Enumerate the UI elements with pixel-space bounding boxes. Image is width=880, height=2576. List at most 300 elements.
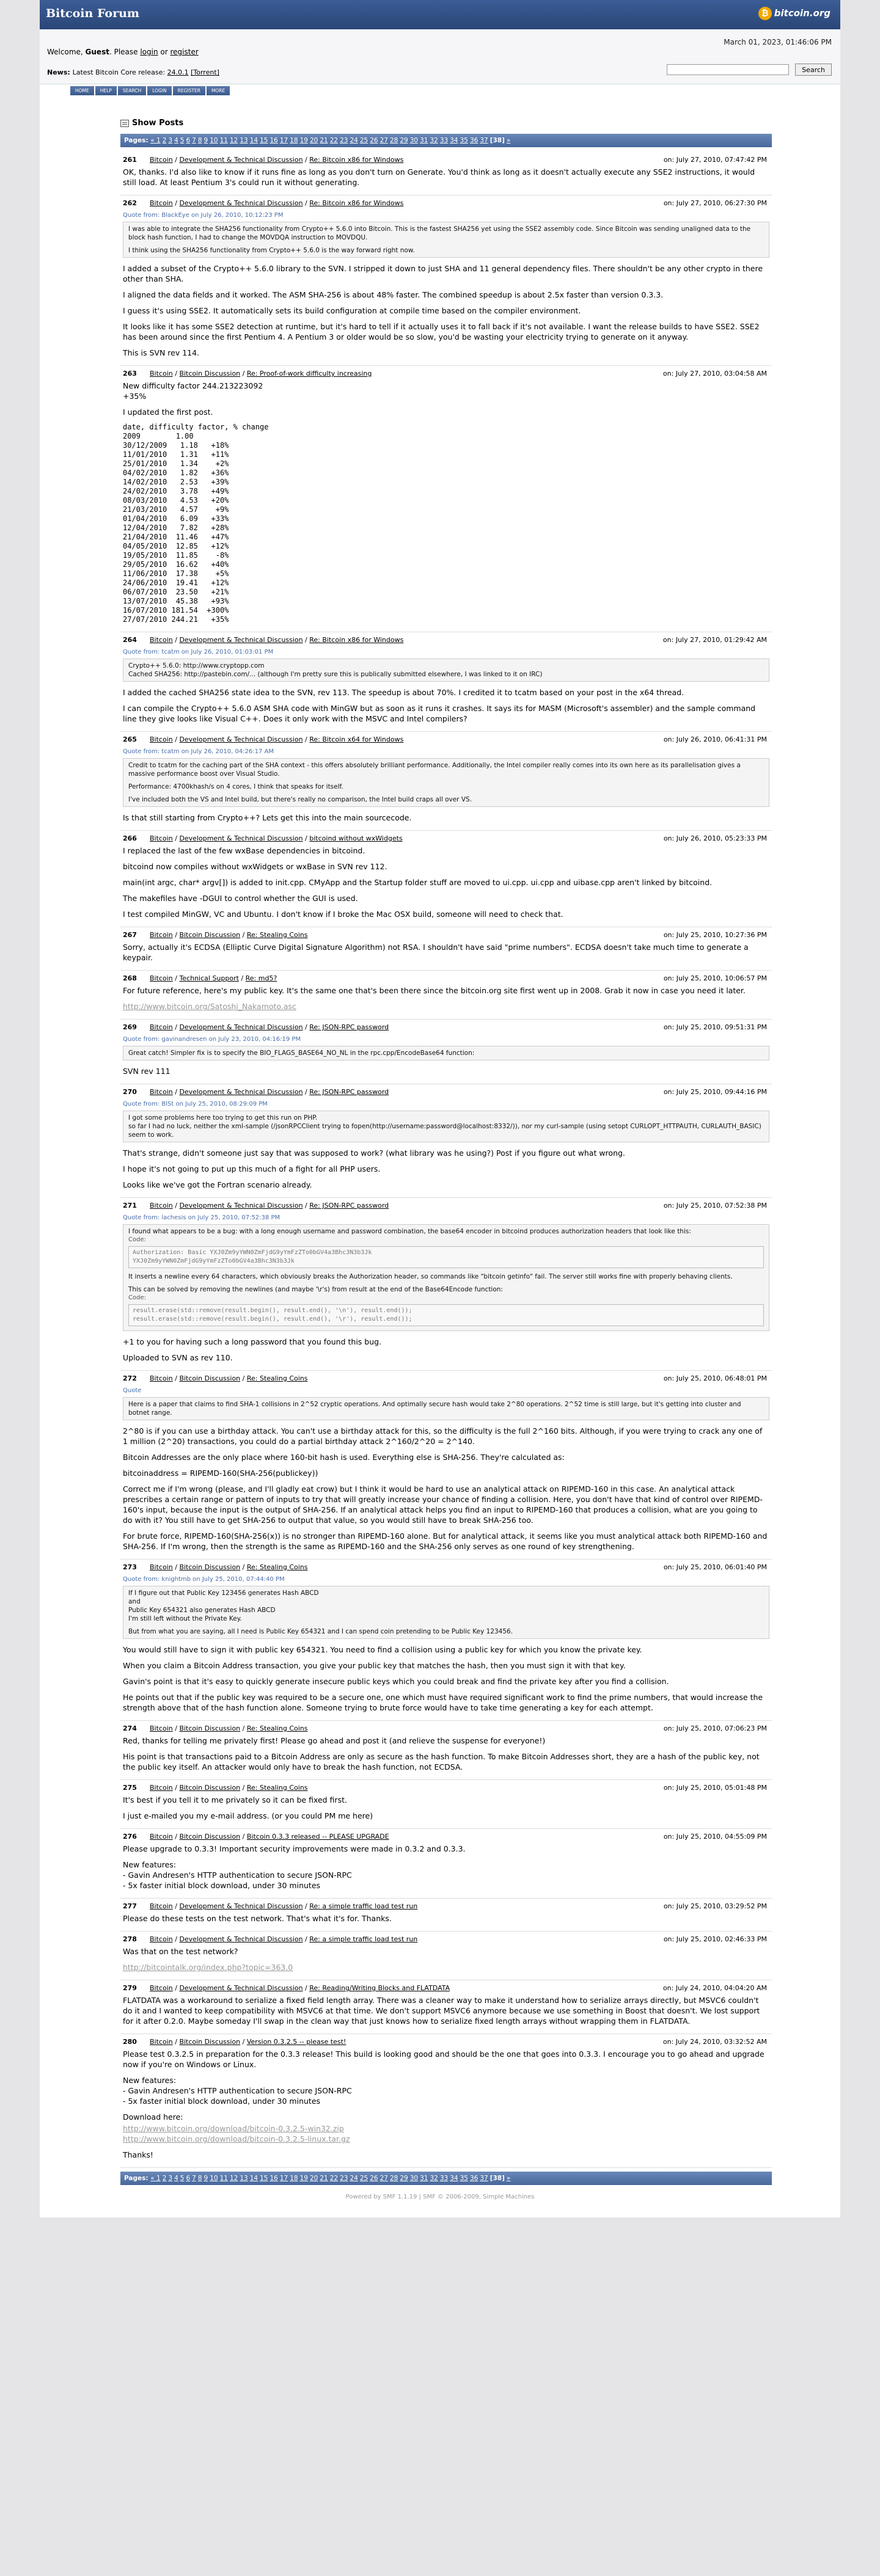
breadcrumb-link[interactable]: Development & Technical Discussion bbox=[179, 1088, 303, 1096]
post-paragraph: New features: - Gavin Andresen's HTTP authentication to secure JSON-RPC - 5x faster initial block download, under 30 minutes bbox=[123, 2076, 352, 2106]
quote-text: Great catch! Simpler fix is to specify the BIO_FLAGS_BASE64_NO_NL in the rpc.cpp/EncodeBase64 function: bbox=[128, 1049, 475, 1057]
breadcrumb-link[interactable]: Bitcoin Discussion bbox=[179, 1724, 241, 1732]
breadcrumb-link[interactable]: Bitcoin bbox=[150, 636, 173, 644]
post-header bbox=[123, 370, 769, 378]
breadcrumb-link[interactable]: Development & Technical Discussion bbox=[179, 156, 303, 164]
page-link[interactable]: 14 bbox=[249, 2175, 258, 2182]
post-paragraph: I test compiled MinGW, VC and Ubuntu. I don't know if I broke the Mac OSX build, someone will need to check that. bbox=[123, 910, 563, 919]
post-link[interactable]: http://bitcointalk.org/index.php?topic=363.0 bbox=[123, 1963, 293, 1972]
quote-text: I was able to integrate the SHA256 functionality from Crypto++ 5.6.0 into Bitcoin. This is the fastest SHA256 yet using the SSE2 assembly code. Since Bitcoin was sending unaligned data to the block hash function, I had to change the MOVDQA instruction to MOVDQU. bbox=[128, 225, 751, 241]
breadcrumb-link[interactable]: Re: JSON-RPC password bbox=[309, 1202, 389, 1210]
breadcrumb-link[interactable]: bitcoind without wxWidgets bbox=[309, 834, 403, 842]
post-header bbox=[123, 1984, 769, 1993]
post bbox=[120, 732, 772, 831]
quote-block bbox=[123, 758, 769, 807]
post-header bbox=[123, 1563, 769, 1572]
menu-item[interactable]: REGISTER bbox=[173, 86, 205, 95]
post-paragraph: I added a subset of the Crypto++ 5.6.0 library to the SVN. I stripped it down to just SHA and 11 general dependency files. There shouldn't be any other crypto in there other than SHA. bbox=[123, 264, 763, 283]
page-link[interactable]: « 1 bbox=[150, 137, 161, 144]
quote-text: I think using the SHA256 functionality from Crypto++ 5.6.0 is the way forward right now. bbox=[128, 247, 415, 254]
post-number: 272 bbox=[123, 1374, 137, 1382]
breadcrumb-link[interactable]: Re: Stealing Coins bbox=[246, 1374, 308, 1382]
post-header bbox=[123, 1724, 769, 1733]
post-date: on: July 26, 2010, 05:23:33 PM bbox=[663, 834, 767, 842]
post-link-row bbox=[123, 1001, 769, 1012]
page-link[interactable]: 10 bbox=[210, 2175, 218, 2182]
breadcrumb-link[interactable]: Bitcoin Discussion bbox=[179, 1784, 241, 1792]
news-bar: News: Latest Bitcoin Core release: 24.0.1 [Torrent] bbox=[47, 68, 219, 76]
bitcoin-icon: ₿ bbox=[758, 7, 772, 20]
breadcrumb-link[interactable]: Re: Bitcoin x86 for Windows bbox=[309, 199, 404, 207]
quote-header[interactable]: Quote from: BlSt on July 25, 2010, 08:29:09 PM bbox=[123, 1101, 268, 1107]
page-link[interactable]: 24 bbox=[350, 2175, 358, 2182]
post-header bbox=[123, 636, 769, 644]
breadcrumb-link[interactable]: Re: a simple traffic load test run bbox=[309, 1935, 418, 1943]
post-date: on: July 24, 2010, 04:04:20 AM bbox=[662, 1984, 767, 1992]
page-link[interactable]: 12 bbox=[229, 137, 238, 144]
page-link[interactable]: [38] bbox=[490, 137, 505, 144]
login-link[interactable]: login bbox=[140, 48, 158, 56]
page-link[interactable]: 8 bbox=[197, 137, 202, 144]
quote-header[interactable]: Quote bbox=[123, 1387, 142, 1394]
page-link[interactable]: 18 bbox=[290, 2175, 298, 2182]
page-link[interactable]: 11 bbox=[219, 2175, 228, 2182]
breadcrumb-link[interactable]: Re: a simple traffic load test run bbox=[309, 1902, 418, 1910]
post-body bbox=[123, 647, 769, 724]
page-link[interactable]: 37 bbox=[480, 137, 488, 144]
search-input[interactable] bbox=[667, 64, 789, 75]
page-link[interactable]: 19 bbox=[299, 137, 308, 144]
post-paragraph: That's strange, didn't someone just say that was supposed to work? (what library was he using?) Post if you figure out what wrong. bbox=[123, 1148, 625, 1158]
post-link[interactable]: http://www.bitcoin.org/Satoshi_Nakamoto.asc bbox=[123, 1002, 296, 1011]
download-link[interactable]: http://www.bitcoin.org/download/bitcoin-0.3.2.5-win32.zip bbox=[123, 2124, 344, 2133]
breadcrumb-link[interactable]: Bitcoin bbox=[150, 1833, 173, 1841]
page-link[interactable]: 13 bbox=[240, 2175, 248, 2182]
page-link[interactable]: 18 bbox=[290, 137, 298, 144]
post-breadcrumb: Bitcoin / Bitcoin Discussion / Re: Stealing Coins bbox=[150, 1374, 308, 1382]
post-breadcrumb: Bitcoin / Development & Technical Discussion / Re: Bitcoin x86 for Windows bbox=[150, 156, 404, 164]
page-link[interactable]: 26 bbox=[370, 2175, 378, 2182]
post bbox=[120, 971, 772, 1020]
quote-block bbox=[123, 1111, 769, 1142]
quote-header[interactable]: Quote from: lachesis on July 25, 2010, 07:52:38 PM bbox=[123, 1214, 280, 1221]
page-link[interactable]: 31 bbox=[420, 2175, 428, 2182]
page-link[interactable]: [38] bbox=[490, 2175, 505, 2182]
breadcrumb-link[interactable]: Bitcoin bbox=[150, 2038, 173, 2046]
breadcrumb-link[interactable]: Development & Technical Discussion bbox=[179, 636, 303, 644]
post-link-row bbox=[123, 1962, 769, 1972]
page bbox=[40, 0, 840, 2217]
post-paragraph: New difficulty factor 244.213223092 +35% bbox=[123, 381, 263, 401]
post-paragraph: Is that still starting from Crypto++? Lets get this into the main sourcecode. bbox=[123, 813, 412, 822]
post bbox=[120, 1932, 772, 1980]
posts-icon bbox=[120, 120, 129, 127]
post-header bbox=[123, 199, 769, 208]
breadcrumb-link[interactable]: Re: JSON-RPC password bbox=[309, 1023, 389, 1031]
quote-text: It inserts a newline every 64 characters, which obviously breaks the Authorization header, so commands like "bitcoin getinfo" fail. The server still works fine with properly behaving clients. bbox=[128, 1273, 733, 1280]
post-paragraph: main(int argc, char* argv[]) is added to init.cpp. CMyApp and the Startup folder stuff are moved to ui.cpp. ui.cpp and uibase.cpp aren't linked by bitcoind. bbox=[123, 878, 713, 887]
breadcrumb-link[interactable]: Development & Technical Discussion bbox=[179, 735, 303, 743]
menu-item[interactable]: MORE bbox=[207, 86, 230, 95]
breadcrumb-link[interactable]: Development & Technical Discussion bbox=[179, 834, 303, 842]
quote-header[interactable]: Quote from: tcatm on July 26, 2010, 01:03:01 PM bbox=[123, 649, 274, 655]
page-link[interactable]: 36 bbox=[469, 2175, 479, 2182]
breadcrumb-link[interactable]: Re: Bitcoin x86 for Windows bbox=[309, 156, 404, 164]
quote-text: I found what appears to be a bug: with a long enough username and password combination, the base64 encoder in bitcoind produces authorization headers that look like this: bbox=[128, 1228, 691, 1235]
quote-header[interactable]: Quote from: knightmb on July 25, 2010, 07:44:40 PM bbox=[123, 1576, 285, 1583]
page-link[interactable]: 36 bbox=[469, 137, 479, 144]
page-link[interactable]: 30 bbox=[409, 2175, 419, 2182]
quote-block bbox=[123, 1224, 769, 1331]
post-paragraph: +1 to you for having such a long password that you found this bug. bbox=[123, 1337, 382, 1346]
post-body bbox=[123, 1385, 769, 1552]
breadcrumb-link[interactable]: Technical Support bbox=[179, 974, 239, 982]
page-link[interactable]: 14 bbox=[249, 137, 258, 144]
post-header bbox=[123, 834, 769, 843]
breadcrumb-link[interactable]: Development & Technical Discussion bbox=[179, 199, 303, 207]
breadcrumb-link[interactable]: Bitcoin Discussion bbox=[179, 931, 241, 939]
post-breadcrumb: Bitcoin / Development & Technical Discussion / Re: a simple traffic load test run bbox=[150, 1935, 418, 1943]
post-date: on: July 27, 2010, 07:47:42 PM bbox=[663, 156, 767, 164]
menu-item[interactable]: LOGIN bbox=[147, 86, 171, 95]
post-paragraph: I added the cached SHA256 state idea to the SVN, rev 113. The speedup is about 70%. I credited it to tcatm based on your post in the x64 thread. bbox=[123, 688, 684, 697]
page-link[interactable]: » bbox=[506, 2175, 511, 2182]
post bbox=[120, 1721, 772, 1780]
post-body bbox=[123, 167, 769, 188]
page-link[interactable]: 3 bbox=[168, 137, 173, 144]
page-link[interactable]: 15 bbox=[260, 137, 268, 144]
post-breadcrumb: Bitcoin / Bitcoin Discussion / Re: Stealing Coins bbox=[150, 931, 308, 939]
userbar bbox=[40, 29, 840, 84]
post-paragraph: FLATDATA was a workaround to serialize a fixed field length array. There was a cleaner way to make it understand how to serialize arrays directly, but MSVC6 couldn't do it and I wanted to keep compatibility with MSVC6 at that time. We don't support MSVC6 anymore because we use something in Boost that doesn't. We lost support for it after 0.2.0. Maybe someday I'll swap in the clean way that just knows how to serialize fixed length arrays without wrapping them in FLATDATA. bbox=[123, 1996, 760, 2026]
page-link[interactable]: 9 bbox=[204, 2175, 208, 2182]
post-number: 269 bbox=[123, 1023, 137, 1031]
page-link[interactable]: 21 bbox=[320, 2175, 328, 2182]
post-paragraph: Bitcoin Addresses are the only place where 160-bit hash is used. Everything else is SHA-256. They're calculated as: bbox=[123, 1453, 565, 1462]
page-link[interactable]: 32 bbox=[430, 2175, 438, 2182]
breadcrumb-link[interactable]: Bitcoin Discussion bbox=[179, 1833, 241, 1841]
breadcrumb-link[interactable]: Development & Technical Discussion bbox=[179, 1202, 303, 1210]
post bbox=[120, 1829, 772, 1899]
post-breadcrumb: Bitcoin / Bitcoin Discussion / Bitcoin 0.3.3 released -- PLEASE UPGRADE bbox=[150, 1833, 389, 1841]
menu-item[interactable]: SEARCH bbox=[118, 86, 146, 95]
post-number: 273 bbox=[123, 1563, 137, 1571]
search-button[interactable]: Search bbox=[795, 64, 832, 76]
post-paragraph: I replaced the last of the few wxBase dependencies in bitcoind. bbox=[123, 846, 365, 855]
post-breadcrumb: Bitcoin / Development & Technical Discussion / Re: JSON-RPC password bbox=[150, 1088, 389, 1096]
download-link[interactable]: http://www.bitcoin.org/download/bitcoin-0.3.2.5-linux.tar.gz bbox=[123, 2134, 350, 2144]
page-link[interactable]: 16 bbox=[270, 2175, 278, 2182]
breadcrumb-link[interactable]: Bitcoin bbox=[150, 1935, 173, 1943]
page-link[interactable]: 12 bbox=[229, 2175, 238, 2182]
page-link[interactable]: 3 bbox=[168, 2175, 173, 2182]
page-link[interactable]: 23 bbox=[340, 137, 348, 144]
menu-item[interactable]: HELP bbox=[95, 86, 117, 95]
quote-text: I've included both the VS and Intel build, but there's really no comparison, the Intel build craps all over VS. bbox=[128, 796, 472, 803]
pagination-top bbox=[120, 134, 772, 147]
code-label: Code: bbox=[128, 1294, 146, 1301]
page-link[interactable]: 4 bbox=[174, 137, 178, 144]
page-link[interactable]: 13 bbox=[240, 137, 248, 144]
page-link[interactable]: 5 bbox=[180, 2175, 185, 2182]
post-paragraph: It looks like it has some SSE2 detection at runtime, but it's hard to tell if it actually uses it to fall back if it's not available. I want the release builds to have SSE2. SSE2 has been around since the first Pentium 4. A Pentium 3 or older would be so slow, you'd be wasting your electricity trying to generate on it anyway. bbox=[123, 322, 760, 341]
post-header bbox=[123, 931, 769, 940]
news-torrent-link[interactable]: [Torrent] bbox=[191, 68, 219, 76]
page-link[interactable]: 8 bbox=[197, 2175, 202, 2182]
post-number: 279 bbox=[123, 1984, 137, 1992]
breadcrumb-link[interactable]: Bitcoin bbox=[150, 834, 173, 842]
post-body bbox=[123, 1946, 769, 1972]
post-breadcrumb: Bitcoin / Bitcoin Discussion / Re: Proof-of-work difficulty increasing bbox=[150, 370, 372, 378]
post-breadcrumb: Bitcoin / Development & Technical Discussion / Re: Bitcoin x86 for Windows bbox=[150, 199, 404, 207]
post-date: on: July 27, 2010, 06:27:30 PM bbox=[663, 199, 767, 207]
breadcrumb-link[interactable]: Re: Stealing Coins bbox=[246, 1724, 308, 1732]
register-link[interactable]: register bbox=[170, 48, 199, 56]
page-link[interactable]: 34 bbox=[450, 2175, 458, 2182]
page-link[interactable]: 17 bbox=[279, 2175, 288, 2182]
post-paragraph: Uploaded to SVN as rev 110. bbox=[123, 1353, 233, 1362]
page-heading bbox=[120, 119, 832, 128]
guest-label: Guest bbox=[85, 48, 109, 56]
post-header bbox=[123, 1935, 769, 1944]
breadcrumb-link[interactable]: Re: Proof-of-work difficulty increasing bbox=[246, 370, 372, 378]
post bbox=[120, 1899, 772, 1932]
post-date: on: July 25, 2010, 10:27:36 PM bbox=[663, 931, 767, 939]
download-links bbox=[123, 2123, 769, 2144]
page-link[interactable]: 37 bbox=[480, 2175, 488, 2182]
breadcrumb-link[interactable]: Bitcoin bbox=[150, 1202, 173, 1210]
post-paragraph: I updated the first post. bbox=[123, 407, 213, 417]
page-link[interactable]: 10 bbox=[210, 137, 218, 144]
page-link[interactable]: 30 bbox=[409, 137, 419, 144]
breadcrumb-link[interactable]: Development & Technical Discussion bbox=[179, 1023, 303, 1031]
post-date: on: July 27, 2010, 01:29:42 AM bbox=[662, 636, 767, 644]
breadcrumb-link[interactable]: Bitcoin bbox=[150, 156, 173, 164]
post-number: 261 bbox=[123, 156, 137, 164]
post-paragraph: For future reference, here's my public key. It's the same one that's been there since the bitcoin.org site first went up in 2008. Grab it now in case you need it later. bbox=[123, 986, 746, 995]
page-link[interactable]: 7 bbox=[192, 2175, 196, 2182]
post-body bbox=[123, 1034, 769, 1076]
post-header bbox=[123, 156, 769, 164]
breadcrumb-link[interactable]: Re: Stealing Coins bbox=[246, 1563, 308, 1571]
post-paragraph: Thanks! bbox=[123, 2150, 153, 2159]
post-header bbox=[123, 1833, 769, 1841]
post-paragraph: You would still have to sign it with public key 654321. You need to find a collision using a public key for which you know the private key. bbox=[123, 1645, 642, 1654]
code-label: Code: bbox=[128, 1236, 146, 1243]
page-link[interactable]: 21 bbox=[320, 137, 328, 144]
breadcrumb-link[interactable]: Bitcoin bbox=[150, 1902, 173, 1910]
breadcrumb-link[interactable]: Bitcoin bbox=[150, 1563, 173, 1571]
breadcrumb-link[interactable]: Bitcoin bbox=[150, 1724, 173, 1732]
post-number: 263 bbox=[123, 370, 137, 378]
breadcrumb-link[interactable]: Bitcoin bbox=[150, 1088, 173, 1096]
quote-block bbox=[123, 1586, 769, 1639]
breadcrumb-link[interactable]: Development & Technical Discussion bbox=[179, 1935, 303, 1943]
post-paragraph: His point is that transactions paid to a Bitcoin Address are only as secure as the hash function. To make Bitcoin Addresses short, they are a hash of the public key, not the public key itself. An attacker would only have to break the hash function, not ECDSA. bbox=[123, 1752, 760, 1771]
post-number: 265 bbox=[123, 735, 137, 743]
breadcrumb-link[interactable]: Bitcoin bbox=[150, 1374, 173, 1382]
page-link[interactable]: 17 bbox=[279, 137, 288, 144]
post-paragraph: I hope it's not going to put up this much of a fight for all PHP users. bbox=[123, 1164, 381, 1173]
breadcrumb-link[interactable]: Re: Bitcoin x64 for Windows bbox=[309, 735, 404, 743]
page-link[interactable]: 35 bbox=[460, 137, 468, 144]
page-link[interactable]: 27 bbox=[380, 137, 388, 144]
page-link[interactable]: « 1 bbox=[150, 2175, 161, 2182]
breadcrumb-link[interactable]: Development & Technical Discussion bbox=[179, 1984, 303, 1992]
post-date: on: July 25, 2010, 05:01:48 PM bbox=[663, 1784, 767, 1792]
breadcrumb-link[interactable]: Bitcoin bbox=[150, 1984, 173, 1992]
post-paragraph: The makefiles have -DGUI to control whether the GUI is used. bbox=[123, 894, 358, 903]
post-paragraph: Red, thanks for telling me privately first! Please go ahead and post it (and relieve the suspense for everyone!) bbox=[123, 1736, 546, 1745]
post-breadcrumb: Bitcoin / Bitcoin Discussion / Re: Stealing Coins bbox=[150, 1724, 308, 1732]
page-link[interactable]: 34 bbox=[450, 137, 458, 144]
post-body bbox=[123, 2049, 769, 2160]
post-paragraph: He points out that if the public key was required to be a secure one, one which must have required significant work to find the prime numbers, that would increase the strength above that of the hash function alone. Someone trying to brute force would have to take time generating a key for each attempt. bbox=[123, 1693, 763, 1712]
breadcrumb-link[interactable]: Bitcoin bbox=[150, 199, 173, 207]
post-body bbox=[123, 1913, 769, 1924]
post-breadcrumb: Bitcoin / Development & Technical Discussion / Re: Bitcoin x86 for Windows bbox=[150, 636, 404, 644]
page-link[interactable]: 4 bbox=[174, 2175, 178, 2182]
page-link[interactable]: 23 bbox=[340, 2175, 348, 2182]
breadcrumb-link[interactable]: Bitcoin bbox=[150, 1023, 173, 1031]
post bbox=[120, 831, 772, 927]
page-link[interactable]: 24 bbox=[350, 137, 358, 144]
post-body bbox=[123, 1213, 769, 1363]
post-number: 268 bbox=[123, 974, 137, 982]
breadcrumb-link[interactable]: Re: JSON-RPC password bbox=[309, 1088, 389, 1096]
post-number: 266 bbox=[123, 834, 137, 842]
page-link[interactable]: 2 bbox=[162, 2175, 167, 2182]
post-body bbox=[123, 1099, 769, 1190]
post-number: 267 bbox=[123, 931, 137, 939]
breadcrumb-link[interactable]: Re: md5? bbox=[245, 974, 277, 982]
post bbox=[120, 195, 772, 366]
page-link[interactable]: 6 bbox=[186, 137, 191, 144]
post-date: on: July 25, 2010, 06:01:40 PM bbox=[663, 1563, 767, 1571]
post-breadcrumb: Bitcoin / Bitcoin Discussion / Version 0.3.2.5 -- please test! bbox=[150, 2038, 346, 2046]
page-link[interactable]: 7 bbox=[192, 137, 196, 144]
page-link[interactable]: » bbox=[506, 137, 511, 144]
page-link[interactable]: 25 bbox=[359, 2175, 369, 2182]
post-body bbox=[123, 1735, 769, 1772]
page-link[interactable]: 32 bbox=[430, 137, 438, 144]
post-paragraph: OK, thanks. I'd also like to know if it runs fine as long as you don't turn on Generate. You'd think as long as it doesn't actually execute any SSE2 instructions, it would still load. At least Pentium 3's could run it without generating. bbox=[123, 167, 755, 187]
quote-header[interactable]: Quote from: gavinandresen on July 23, 2010, 04:16:19 PM bbox=[123, 1036, 301, 1043]
post bbox=[120, 1198, 772, 1371]
breadcrumb-link[interactable]: Bitcoin bbox=[150, 1784, 173, 1792]
page-link[interactable]: 20 bbox=[309, 137, 318, 144]
page-link[interactable]: 35 bbox=[460, 2175, 468, 2182]
quote-text: This can be solved by removing the newlines (and maybe '\r's) from result at the end of the Base64Encode function: bbox=[128, 1286, 503, 1293]
post-date: on: July 25, 2010, 06:48:01 PM bbox=[663, 1374, 767, 1382]
post-header bbox=[123, 2038, 769, 2046]
page-link[interactable]: 5 bbox=[180, 137, 185, 144]
page-link[interactable]: 25 bbox=[359, 137, 369, 144]
breadcrumb-link[interactable]: Version 0.3.2.5 -- please test! bbox=[246, 2038, 346, 2046]
bitcoin-logo[interactable] bbox=[758, 7, 831, 20]
post-body bbox=[123, 942, 769, 963]
post-body bbox=[123, 1844, 769, 1891]
page-link[interactable]: 33 bbox=[439, 2175, 449, 2182]
footer-credit: Powered by SMF 1.1.19 | SMF © 2006-2009, Simple Machines bbox=[345, 2194, 535, 2200]
post-breadcrumb: Bitcoin / Bitcoin Discussion / Re: Stealing Coins bbox=[150, 1784, 308, 1792]
post-body bbox=[123, 746, 769, 823]
breadcrumb-link[interactable]: Re: Bitcoin x86 for Windows bbox=[309, 636, 404, 644]
post-breadcrumb: Bitcoin / Development & Technical Discussion / Re: JSON-RPC password bbox=[150, 1023, 389, 1031]
post-breadcrumb: Bitcoin / Bitcoin Discussion / Re: Stealing Coins bbox=[150, 1563, 308, 1571]
breadcrumb-link[interactable]: Bitcoin 0.3.3 released -- PLEASE UPGRADE bbox=[246, 1833, 389, 1841]
page-link[interactable]: 33 bbox=[439, 137, 449, 144]
post-paragraph: Please upgrade to 0.3.3! Important security improvements were made in 0.3.2 and 0.3.3. bbox=[123, 1844, 466, 1853]
quote-block bbox=[123, 1046, 769, 1060]
breadcrumb-link[interactable]: Development & Technical Discussion bbox=[179, 1902, 303, 1910]
breadcrumb-link[interactable]: Re: Stealing Coins bbox=[246, 931, 308, 939]
post-paragraph: bitcoind now compiles without wxWidgets or wxBase in SVN rev 112. bbox=[123, 862, 387, 871]
pages-label: Pages: bbox=[124, 2175, 151, 2182]
breadcrumb-link[interactable]: Bitcoin Discussion bbox=[179, 1563, 241, 1571]
page-link[interactable]: 20 bbox=[309, 2175, 318, 2182]
quote-header[interactable]: Quote from: BlackEye on July 26, 2010, 10:12:23 PM bbox=[123, 212, 284, 219]
post-date: on: July 27, 2010, 03:04:58 AM bbox=[662, 370, 767, 378]
page-link[interactable]: 29 bbox=[400, 2175, 408, 2182]
post-paragraph: Sorry, actually it's ECDSA (Elliptic Curve Digital Signature Algorithm) not RSA. I shouldn't have said "prime numbers". ECDSA doesn't take much time to generate a keypair. bbox=[123, 943, 749, 962]
breadcrumb-link[interactable]: Bitcoin Discussion bbox=[179, 370, 241, 378]
post-number: 278 bbox=[123, 1935, 137, 1943]
breadcrumb-link[interactable]: Re: Stealing Coins bbox=[246, 1784, 308, 1792]
page-link[interactable]: 31 bbox=[420, 137, 428, 144]
page-link[interactable]: 27 bbox=[380, 2175, 388, 2182]
page-link[interactable]: 19 bbox=[299, 2175, 308, 2182]
page-link[interactable]: 28 bbox=[389, 2175, 398, 2182]
page-link[interactable]: 22 bbox=[329, 2175, 339, 2182]
pagination-bottom bbox=[120, 2172, 772, 2185]
page-link[interactable]: 16 bbox=[270, 137, 278, 144]
menu-item[interactable]: HOME bbox=[70, 86, 94, 95]
code-block: Authorization: Basic YXJ0Zm9yYWN0ZmFjdG9yYmFzZTo0bGV4a3Bhc3N3b3Jk YXJ0Zm9yYWN0ZmFjdG9yYmFzZTo0bGV4a3Bhc3N3b3Jk bbox=[128, 1246, 764, 1268]
post-body bbox=[123, 1795, 769, 1821]
breadcrumb-link[interactable]: Bitcoin bbox=[150, 735, 173, 743]
post bbox=[120, 366, 772, 632]
breadcrumb-link[interactable]: Bitcoin bbox=[150, 931, 173, 939]
page-link[interactable]: 28 bbox=[389, 137, 398, 144]
post-paragraph: bitcoinaddress = RIPEMD-160(SHA-256(publickey)) bbox=[123, 1469, 318, 1478]
post-header bbox=[123, 1784, 769, 1792]
post-body bbox=[123, 845, 769, 919]
news-version-link[interactable]: 24.0.1 bbox=[167, 68, 189, 76]
quote-text: Here is a paper that claims to find SHA-1 collisions in 2^52 cryptic operations. And optimally secure hash would take 2^80 operations. 2^52 time is still large, but it's getting into cluster and botnet range. bbox=[128, 1401, 741, 1417]
quote-header[interactable]: Quote from: tcatm on July 26, 2010, 04:26:17 AM bbox=[123, 748, 274, 755]
post-number: 264 bbox=[123, 636, 137, 644]
breadcrumb-link[interactable]: Re: Reading/Writing Blocks and FLATDATA bbox=[309, 1984, 450, 1992]
current-date: March 01, 2023, 01:46:06 PM bbox=[724, 38, 832, 46]
page-link[interactable]: 2 bbox=[162, 137, 167, 144]
breadcrumb-link[interactable]: Bitcoin Discussion bbox=[179, 2038, 241, 2046]
page-link[interactable]: 22 bbox=[329, 137, 339, 144]
page-link[interactable]: 9 bbox=[204, 137, 208, 144]
post bbox=[120, 632, 772, 732]
page-link[interactable]: 26 bbox=[370, 137, 378, 144]
page-link[interactable]: 11 bbox=[219, 137, 228, 144]
breadcrumb-link[interactable]: Bitcoin bbox=[150, 370, 173, 378]
quote-text: I got some problems here too trying to get this run on PHP. so far I had no luck, neither the xml-sample (/jsonRPCClient trying to fopen(http://username:password@localhost:8332/)), nor my curl-sample (using setopt CURLOPT_HTTPAUTH, CURLAUTH_BASIC) seem to work. bbox=[128, 1114, 761, 1139]
breadcrumb-link[interactable]: Bitcoin bbox=[150, 974, 173, 982]
page-link[interactable]: 29 bbox=[400, 137, 408, 144]
forum-title[interactable]: Bitcoin Forum bbox=[46, 7, 139, 20]
page-link[interactable]: 6 bbox=[186, 2175, 191, 2182]
breadcrumb-link[interactable]: Bitcoin Discussion bbox=[179, 1374, 241, 1382]
page-link[interactable]: 15 bbox=[260, 2175, 268, 2182]
pages-label: Pages: bbox=[124, 137, 151, 144]
